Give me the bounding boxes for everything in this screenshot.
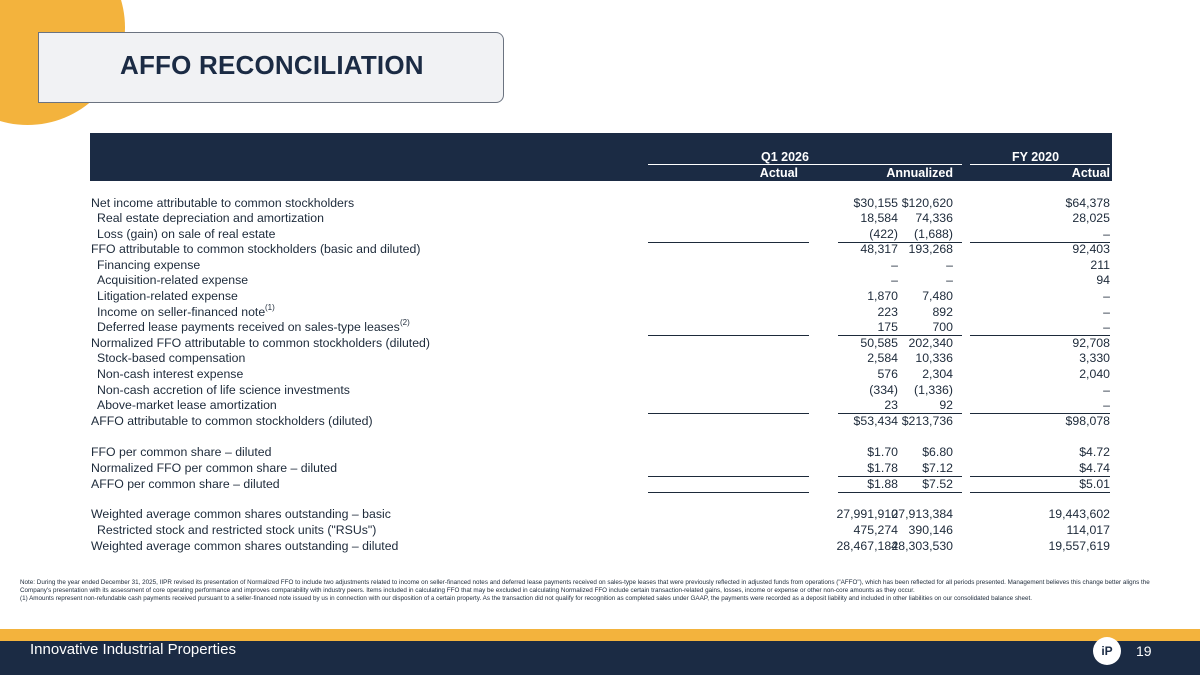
note-main: Note: During the year ended December 31, 2025, IIPR revised its presentation of Normalized FFO to include two adjustments related to income on seller-financed notes and deferred lease payments received on sales-type leases that were previously reflected in adjusted funds from operations ("AFFO"), which has been reflected for all periods presented. Management believes this change better aligns the Company's presentation with its assessment of core operating performance and improves comparability with industry peers. Items included in calculating FFO that may be excluded in calculating Normalized FFO include certain transaction-related gains, losses, income or expense or other non-core amounts as they occur.: [20, 579, 1150, 594]
header-col-actual-q1: Actual: [759, 166, 798, 180]
cell-v1: $1.70: [867, 445, 898, 459]
table-row: [91, 351, 1110, 367]
row-label: Restricted stock and restricted stock units ("RSUs"): [97, 523, 377, 537]
cell-v3: $98,078: [1065, 414, 1110, 428]
cell-v2: 7,480: [922, 289, 953, 303]
cell-v2: 390,146: [908, 523, 953, 537]
row-label: FFO per common share – diluted: [91, 445, 272, 459]
cell-v3: 211: [1090, 258, 1110, 272]
row-label: Normalized FFO attributable to common stockholders (diluted): [91, 336, 430, 350]
header-rule-q1: [648, 164, 962, 165]
cell-v3: 2,040: [1079, 367, 1110, 381]
header-col-actual-fy: Actual: [1071, 166, 1110, 180]
row-label: Acquisition-related expense: [97, 273, 249, 287]
row-label: Normalized FFO per common share – diluted: [91, 461, 338, 475]
cell-v2: –: [946, 258, 953, 272]
table-row: [91, 227, 1110, 243]
cell-v2: $7.12: [922, 461, 953, 475]
cell-v1: (334): [869, 383, 898, 397]
row-label: Real estate depreciation and amortization: [97, 211, 324, 225]
cell-v2: 28,303,530: [891, 539, 953, 553]
total-rule: [970, 492, 1110, 493]
cell-v2: 2,304: [922, 367, 953, 381]
cell-v1: 475,274: [853, 523, 898, 537]
row-label: Weighted average common shares outstanding – diluted: [91, 539, 399, 553]
cell-v3: $5.01: [1079, 477, 1110, 491]
cell-v1: 50,585: [860, 336, 898, 350]
header-q1-2026: Q1 2026: [761, 150, 809, 164]
cell-v3: 28,025: [1072, 211, 1110, 225]
cell-v1: 18,584: [860, 211, 898, 225]
cell-v3: 19,443,602: [1048, 507, 1110, 521]
cell-v3: –: [1103, 305, 1110, 319]
cell-v1: $30,155: [853, 196, 898, 210]
cell-v3: 114,017: [1066, 523, 1110, 537]
cell-v2: 92: [939, 398, 953, 412]
row-label: Stock-based compensation: [97, 351, 246, 365]
table-row: [91, 445, 1110, 461]
table-row: [91, 507, 1110, 523]
row-label: Deferred lease payments received on sales-type leases: [97, 320, 400, 334]
footnote-marker: (1): [265, 303, 275, 312]
table-row: [91, 336, 1110, 352]
cell-v3: $64,378: [1065, 196, 1110, 210]
cell-v3: –: [1103, 398, 1110, 412]
cell-v2: $6.80: [922, 445, 953, 459]
table-row: [91, 414, 1110, 430]
table-row: [91, 273, 1110, 289]
cell-v1: 223: [877, 305, 898, 319]
table-row: [91, 320, 1110, 336]
row-label: Litigation-related expense: [97, 289, 238, 303]
cell-v2: 202,340: [908, 336, 953, 350]
table-row: [91, 242, 1110, 258]
cell-v3: 19,557,619: [1048, 539, 1110, 553]
cell-v1: (422): [869, 227, 898, 241]
header-fy-2020: FY 2020: [1012, 150, 1060, 164]
table-row: [91, 398, 1110, 414]
cell-v2: $120,620: [901, 196, 953, 210]
cell-v3: 3,330: [1079, 351, 1110, 365]
table-row: [91, 211, 1110, 227]
row-label: AFFO per common share – diluted: [91, 477, 280, 491]
cell-v1: 2,584: [867, 351, 898, 365]
cell-v3: –: [1103, 383, 1110, 397]
row-label: Weighted average common shares outstanding – basic: [91, 507, 391, 521]
cell-v1: $53,434: [853, 414, 898, 428]
row-label: Loss (gain) on sale of real estate: [97, 227, 276, 241]
cell-v1: 48,317: [860, 242, 898, 256]
cell-v1: $1.78: [867, 461, 898, 475]
cell-v1: 27,991,910: [836, 507, 898, 521]
footnotes: [20, 579, 1180, 603]
table-header-band: [90, 133, 1112, 181]
cell-v3: –: [1103, 227, 1110, 241]
cell-v3: 94: [1096, 273, 1110, 287]
cell-v2: (1,688): [914, 227, 953, 241]
note-1: (1) Amounts represent non-refundable cash payments received pursuant to a seller-financed note issued by us in connection with our disposition of a certain property. As the transaction did not qualify for recognition as completed sales under GAAP, the payments were recorded as a deposit liability and included in other liabilities on our consolidated balance sheet.: [20, 595, 1033, 602]
table-row: [91, 289, 1110, 305]
row-label: Net income attributable to common stockholders: [91, 196, 355, 210]
cell-v3: 92,403: [1072, 242, 1110, 256]
table-row: [91, 258, 1110, 274]
cell-v1: 28,467,184: [836, 539, 898, 553]
row-label: Income on seller-financed note: [97, 305, 266, 319]
cell-v2: 74,336: [915, 211, 953, 225]
cell-v2: (1,336): [914, 383, 953, 397]
table-row: [91, 523, 1110, 539]
page-number: 19: [1136, 643, 1152, 659]
cell-v1: 23: [884, 398, 898, 412]
header-col-annualized: Annualized: [886, 166, 953, 180]
cell-v2: 10,336: [915, 351, 953, 365]
cell-v2: 193,268: [908, 242, 953, 256]
cell-v1: –: [891, 273, 898, 287]
footnote-marker: (2): [400, 318, 410, 327]
cell-v3: –: [1103, 289, 1110, 303]
header-rule-fy: [970, 164, 1110, 165]
cell-v2: 700: [932, 320, 953, 334]
company-name: Innovative Industrial Properties: [30, 641, 236, 658]
total-rule: [648, 492, 809, 493]
cell-v2: 27,913,384: [891, 507, 953, 521]
table-row: [91, 539, 1110, 555]
row-label: Non-cash interest expense: [97, 367, 244, 381]
cell-v3: –: [1103, 320, 1110, 334]
table-row: [91, 477, 1110, 493]
cell-v1: 576: [877, 367, 898, 381]
table-row: [91, 383, 1110, 399]
table-row: [91, 305, 1110, 321]
row-label: FFO attributable to common stockholders (basic and diluted): [91, 242, 421, 256]
cell-v1: 1,870: [867, 289, 898, 303]
total-rule: [838, 492, 962, 493]
cell-v2: –: [946, 273, 953, 287]
cell-v3: $4.74: [1079, 461, 1110, 475]
table-row: [91, 196, 1110, 212]
cell-v2: 892: [932, 305, 953, 319]
cell-v2: $7.52: [922, 477, 953, 491]
cell-v3: $4.72: [1079, 445, 1110, 459]
cell-v1: 175: [877, 320, 898, 334]
company-logo: iP: [1093, 637, 1121, 665]
cell-v3: 92,708: [1072, 336, 1110, 350]
row-label: Financing expense: [97, 258, 201, 272]
footer-accent: [0, 629, 1200, 641]
table-row: [91, 461, 1110, 477]
row-label: AFFO attributable to common stockholders (diluted): [91, 414, 373, 428]
cell-v2: $213,736: [901, 414, 953, 428]
row-label: Above-market lease amortization: [97, 398, 277, 412]
cell-v1: $1.88: [867, 477, 898, 491]
page-title: AFFO RECONCILIATION: [120, 50, 424, 80]
cell-v1: –: [891, 258, 898, 272]
row-label: Non-cash accretion of life science investments: [97, 383, 350, 397]
table-row: [91, 367, 1110, 383]
